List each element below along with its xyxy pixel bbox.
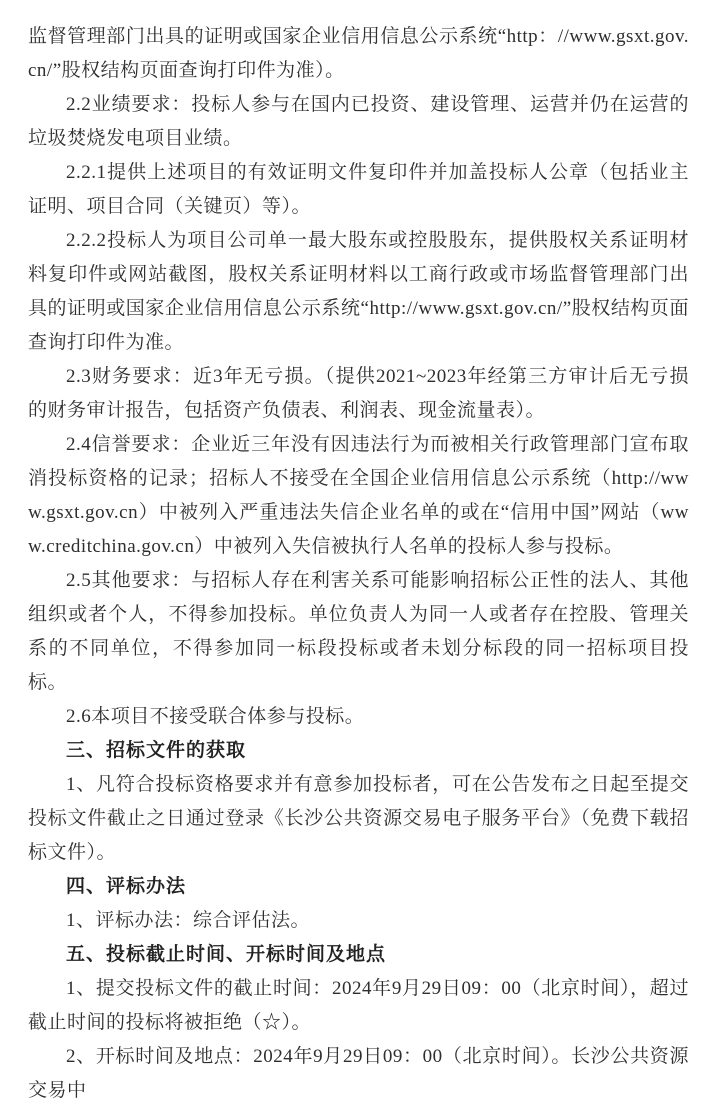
section-heading: 三、招标文件的获取 [66,740,247,761]
paragraph: 2.2.1提供上述项目的有效证明文件复印件并加盖投标人公章（包括业主证明、项目合同（关键页）等）。 [28,162,689,217]
paragraph: 2、开标时间及地点：2024年9月29日09：00（北京时间）。长沙公共资源交易中 [28,1046,689,1101]
paragraph: 2.2.2投标人为项目公司单一最大股东或控股股东，提供股权关系证明材料复印件或网站截图，股权关系证明材料以工商行政或市场监督管理部门出具的证明或国家企业信用信息公示系统“http://www.gsxt.gov.cn/”股权结构页面查询打印件为准。 [28,230,689,353]
paragraph: 1、评标办法：综合评估法。 [66,910,311,931]
paragraph: 1、提交投标文件的截止时间：2024年9月29日09：00（北京时间），超过截止时间的投标将被拒绝（☆）。 [28,978,689,1033]
section-heading: 五、投标截止时间、开标时间及地点 [66,944,387,965]
section-heading: 四、评标办法 [66,876,187,897]
paragraph: 1、凡符合投标资格要求并有意参加投标者，可在公告发布之日起至提交投标文件截止之日通过登录《长沙公共资源交易电子服务平台》（免费下载招标文件）。 [28,774,689,863]
paragraph: 2.4信誉要求：企业近三年没有因违法行为而被相关行政管理部门宣布取消投标资格的记录；招标人不接受在全国企业信用信息公示系统（http://www.gsxt.gov.cn）中被列入严重违法失信企业名单的或在“信用中国”网站（www.creditchina.gov.cn）中被列入失信被执行人名单的投标人参与投标。 [28,434,689,557]
paragraph: 2.3财务要求：近3年无亏损。（提供2021~2023年经第三方审计后无亏损的财务审计报告，包括资产负债表、利润表、现金流量表）。 [28,366,689,421]
paragraph: 2.2业绩要求：投标人参与在国内已投资、建设管理、运营并仍在运营的垃圾焚烧发电项目业绩。 [28,94,689,149]
paragraph: 2.5其他要求：与招标人存在利害关系可能影响招标公正性的法人、其他组织或者个人，不得参加投标。单位负责人为同一人或者存在控股、管理关系的不同单位，不得参加同一标段投标或者未划分标段的同一招标项目投标。 [28,570,689,693]
paragraph: 监督管理部门出具的证明或国家企业信用信息公示系统“http：//www.gsxt.gov.cn/”股权结构页面查询打印件为准）。 [28,26,689,81]
paragraph: 2.6本项目不接受联合体参与投标。 [66,706,365,727]
